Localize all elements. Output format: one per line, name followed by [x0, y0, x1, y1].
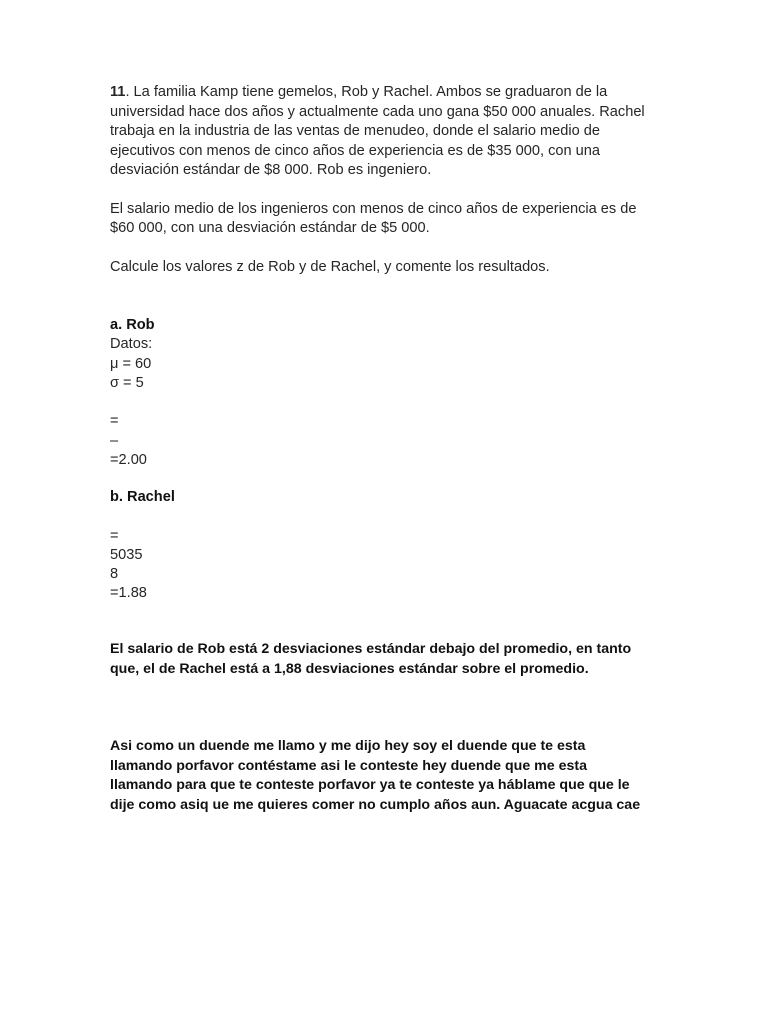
conclusion-paragraph: [110, 640, 650, 679]
rachel-numerator: 5035: [110, 546, 143, 563]
problem-paragraph-2: El salario medio de los ingenieros con menos de cinco años de experiencia es de $60 000, con una desviación estándar de $5 000.: [110, 200, 637, 236]
conclusion-text: El salario de Rob está 2 desviaciones estándar debajo del promedio, en tanto que, el de Rachel está a 1,88 desviaciones estándar sobre el promedio.: [110, 641, 632, 677]
problem-paragraph-1: [110, 83, 658, 181]
rob-z-result: =2.00: [110, 452, 147, 469]
blank-line: [110, 393, 658, 412]
duende-text: Asi como un duende me llamo y me dijo hey soy el duende que te esta llamando porfavor contéstame asi le conteste hey duende que me esta llamando para que te conteste porfavor ya te conteste ya háblame que que le dije como asiq ue me quieres comer no cumplo años aun. Aguacate acgua cae: [110, 738, 641, 813]
rob-heading: a. Rob: [110, 317, 155, 333]
problem-number: 11: [110, 84, 126, 100]
rachel-denominator: 8: [110, 566, 119, 583]
rachel-section: [110, 488, 658, 604]
rob-mu-value: μ = 60: [110, 355, 152, 372]
problem-question: Calcule los valores z de Rob y de Rachel, y comente los resultados.: [110, 258, 550, 275]
rob-equals: =: [110, 413, 119, 430]
rob-sigma-value: σ = 5: [110, 374, 144, 391]
rob-section: [110, 316, 658, 470]
rob-datos-label: Datos:: [110, 336, 153, 353]
problem-statement: [110, 83, 658, 277]
rachel-heading: b. Rachel: [110, 489, 175, 505]
problem-paragraph-1-text: . La familia Kamp tiene gemelos, Rob y Rachel. Ambos se graduaron de la universidad hace dos años y actualmente cada uno gana $50 000 anuales. Rachel trabaja en la industria de las ventas de menudeo, donde el salario medio de ejecutivos con menos de cinco años de experiencia es de $35 000, con una desviación estándar de $8 000. Rob es ingeniero.: [110, 84, 645, 178]
rob-minus: –: [110, 432, 119, 449]
blank-line: [110, 507, 658, 526]
rachel-equals: =: [110, 527, 119, 544]
rachel-z-result: =1.88: [110, 585, 147, 602]
duende-paragraph: [110, 737, 650, 815]
